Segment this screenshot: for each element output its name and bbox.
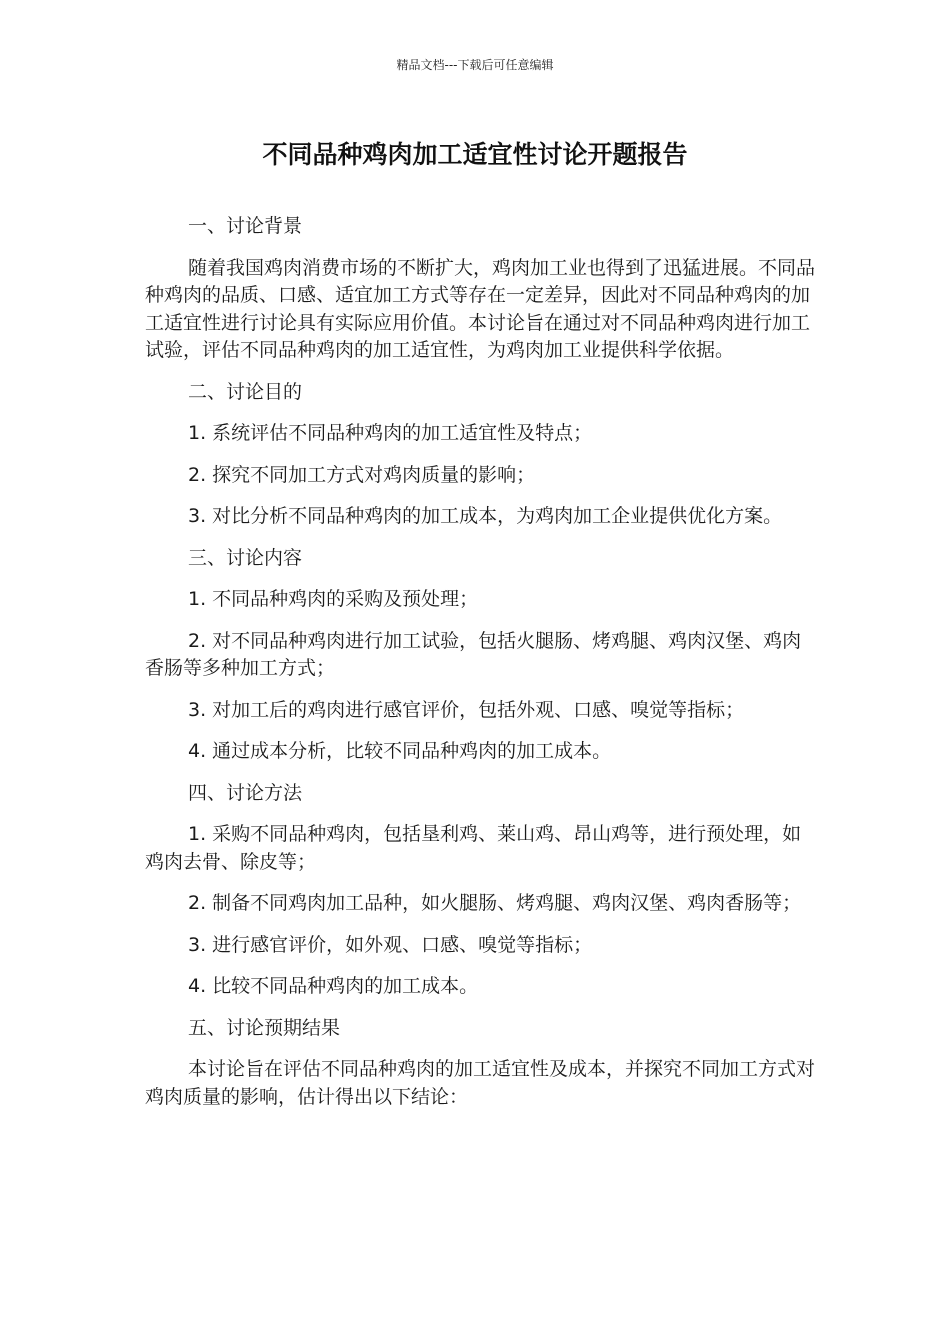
list-item-content-4: 4. 通过成本分析，比较不同品种鸡肉的加工成本。 <box>188 740 612 762</box>
list-item-purpose-2: 2. 探究不同加工方式对鸡肉质量的影响； <box>188 463 536 486</box>
list-item-method-1: 1. 采购不同品种鸡肉，包括垦利鸡、莱山鸡、昂山鸡等，进行预处理，如鸡肉去骨、除皮等； <box>145 823 802 873</box>
document-body <box>145 213 815 1125</box>
list-item-method-3: 3. 进行感官评价，如外观、口感、嗅觉等指标； <box>188 933 593 956</box>
list-item-content-3: 3. 对加工后的鸡肉进行感官评价，包括外观、口感、嗅觉等指标； <box>188 698 745 721</box>
section-heading-background: 一、讨论背景 <box>188 215 303 237</box>
page-header: 精品文档---下载后可任意编辑 <box>396 58 554 72</box>
list-item-content-2: 2. 对不同品种鸡肉进行加工试验，包括火腿肠、烤鸡腿、鸡肉汉堡、鸡肉香肠等多种加工方式； <box>145 629 802 679</box>
paragraph-expected-results: 本讨论旨在评估不同品种鸡肉的加工适宜性及成本，并探究不同加工方式对鸡肉质量的影响，估计得出以下结论： <box>145 1058 816 1108</box>
list-item-method-4: 4. 比较不同品种鸡肉的加工成本。 <box>188 975 479 997</box>
document-title: 不同品种鸡肉加工适宜性讨论开题报告 <box>262 140 688 169</box>
section-heading-purpose: 二、讨论目的 <box>188 380 303 403</box>
section-heading-method: 四、讨论方法 <box>188 781 303 804</box>
section-heading-expected-results: 五、讨论预期结果 <box>188 1016 341 1039</box>
section-heading-content: 三、讨论内容 <box>188 546 303 569</box>
list-item-method-2: 2. 制备不同鸡肉加工品种，如火腿肠、烤鸡腿、鸡肉汉堡、鸡肉香肠等； <box>188 892 802 914</box>
list-item-purpose-3: 3. 对比分析不同品种鸡肉的加工成本，为鸡肉加工企业提供优化方案。 <box>188 505 783 527</box>
list-item-content-1: 1. 不同品种鸡肉的采购及预处理； <box>188 588 479 610</box>
paragraph-background: 随着我国鸡肉消费市场的不断扩大，鸡肉加工业也得到了迅猛进展。不同品种鸡肉的品质、口感、适宜加工方式等存在一定差异，因此对不同品种鸡肉的加工适宜性进行讨论具有实际应用价值。本讨论旨在通过对不同品种鸡肉进行加工试验，评估不同品种鸡肉的加工适宜性，为鸡肉加工业提供科学依据。 <box>145 256 816 361</box>
list-item-purpose-1: 1. 系统评估不同品种鸡肉的加工适宜性及特点； <box>188 422 593 444</box>
